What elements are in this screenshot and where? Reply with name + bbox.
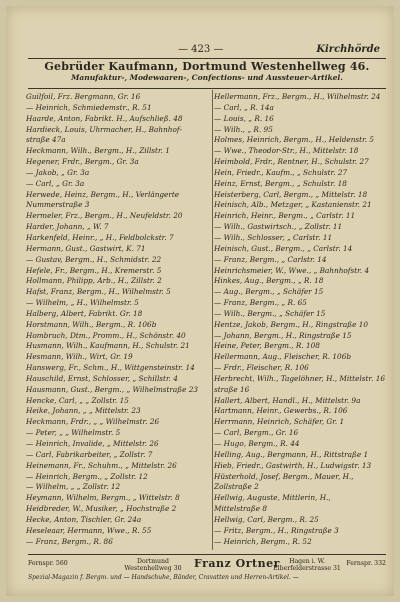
right-column xyxy=(214,92,392,548)
directory-entry: Herrmann, Heinrich, Schäfer, Gr. 1 xyxy=(214,417,345,427)
directory-entry: Hafst, Franz, Bergm., H., Wilhelmstr. 5 xyxy=(26,287,171,297)
directory-entry: — Louis, „ R. 16 xyxy=(214,113,274,123)
directory-entry: Hegener, Frdr., Bergm., Gr. 3a xyxy=(26,157,139,167)
directory-entry: Harkenfeld, Heinr., „ H., Feldbolckstr. 7 xyxy=(26,232,174,242)
directory-entry: Herbrecht, Wilh., Tagelöhner, H., Mittelstr. 16 xyxy=(214,373,386,383)
directory-entry: Mittelstraße 8 xyxy=(214,504,267,514)
directory-entry: — Jakob, „ Gr. 3a xyxy=(26,167,90,177)
directory-entry: Hardieck, Louis, Uhrmacher, H., Bahnhof- xyxy=(26,124,182,134)
directory-entry: straße 47a xyxy=(26,135,66,145)
directory-entry: Heseleaar, Hermann, Wwe., R. 55 xyxy=(26,525,152,535)
directory-entry: — Johann, Bergm., H., Ringstraße 15 xyxy=(214,330,352,340)
directory-entry: Hecke, Anton, Tischler, Gr. 24a xyxy=(26,514,142,524)
footer-phone-right: Fernspr. 332 xyxy=(346,560,386,567)
directory-entry: Hanswerg, Fr., Schm., H., Wittgensteinstr. 14 xyxy=(26,363,195,373)
directory-entry: Herwede, Heinz, Bergm., H., Verlängerte xyxy=(26,189,180,199)
directory-entry: Guilfoil, Frz. Bergmann, Gr. 16 xyxy=(26,92,141,101)
footer-rule xyxy=(28,554,386,555)
place-heading: Kirchhörde xyxy=(316,44,380,55)
top-advertisement xyxy=(28,60,386,82)
directory-entry: — Heinrich, Bergm., „ Zollstr. 12 xyxy=(26,471,148,481)
directory-entry: Heinrichsmeier, W., Wwe., „ Bahnhofstr. 4 xyxy=(214,265,370,275)
directory-entry: Hellwig, Carl, Bergm., R. 25 xyxy=(214,514,319,524)
directory-entry: Hellermann, Aug., Fleischer, R. 106b xyxy=(214,352,352,362)
left-column xyxy=(26,92,212,548)
directory-entry: — Wilh., Schlosser, „ Carlstr. 11 xyxy=(214,232,333,242)
directory-entry: — Heinrich, Schmiedemstr., R. 51 xyxy=(26,102,152,112)
directory-entry: — Franz, Bergm., „ R. 65 xyxy=(214,298,307,308)
directory-entry: — Gustav, Bergm., H., Schmidstr. 22 xyxy=(26,254,162,264)
directory-entry: Hein, Friedr., Kaufm., „ Schulstr. 27 xyxy=(214,167,348,177)
directory-entry: Husmann, Wilh., Kaufmann, H., Schulstr. 21 xyxy=(26,341,190,351)
directory-entry: Heinz, Ernst, Bergm., „ Schulstr. 18 xyxy=(214,178,347,188)
directory-entry: Haarde, Anton, Fabrikt. H., Aufschließ. 48 xyxy=(26,113,183,123)
footer-phone-left: Fernspr. 560 xyxy=(28,560,68,567)
directory-entry: — Fritz, Bergm., H., Ringstraße 3 xyxy=(214,525,339,535)
directory-entry: Hausmann, Gust., Bergm., „ Wilhelmstraße 23 xyxy=(26,384,199,394)
ad-company-line: Gebrüder Kaufmann, Dortmund Westenhellweg 46. xyxy=(44,60,370,73)
footer-advertisement xyxy=(28,558,386,588)
directory-entry: Hesmann, Wilh., Wirt, Gr. 19 xyxy=(26,352,133,362)
ad-goods-line: Manufaktur-, Modewaaren-, Confections- und Aussteuer-Artikel. xyxy=(71,73,343,82)
directory-entry: Heckmann, Frdr., „ „ Wilhelmstr. 26 xyxy=(26,417,160,427)
directory-entry: straße 16 xyxy=(214,384,250,394)
directory-entry: Heisterberg, Carl, Bergm., „ Mittelstr. 18 xyxy=(214,189,368,199)
directory-entry: — Franz, Bergm., R. 86 xyxy=(26,536,113,546)
directory-entry: Horstmann, Wilh., Bergm., R. 106b xyxy=(26,319,157,329)
directory-entry: Hollmann, Philipp, Arb., H., Zillstr. 2 xyxy=(26,276,162,286)
directory-entry: — Carl, Bergm., Gr. 16 xyxy=(214,428,299,438)
directory-entry: — Wilhelm, „ „ Zollstr. 12 xyxy=(26,482,121,492)
directory-entry: Nummerstraße 3 xyxy=(26,200,90,210)
directory-entry: Hallert, Albert, Handl., H., Mittelstr. 9a xyxy=(214,395,361,405)
directory-entry: Heinemann, Fr., Schuhm., „ Mittelstr. 26 xyxy=(26,460,177,470)
directory-entry: Helling, Aug., Bergmann, H., Rittstraße 1 xyxy=(214,449,369,459)
page-number: — 423 — xyxy=(178,44,224,55)
directory-entry: Hermann, Gust., Gastwirt, K. 71 xyxy=(26,243,146,253)
directory-entry: — Wilh., „ R. 95 xyxy=(214,124,273,134)
directory-entry: — Hugo, Bergm., R. 44 xyxy=(214,439,300,448)
top-rule xyxy=(28,58,386,59)
directory-entry: Heine, Peter, Bergm., R. 108 xyxy=(214,341,320,351)
directory-entry: — Wilhelm, „ H., Wilhelmstr. 5 xyxy=(26,298,139,308)
directory-entry: — Peter, „ „ Wilhelmstr. 5 xyxy=(26,428,121,438)
directory-entry: Heinisch, Alb., Metzger, „ Kastanienstr. 21 xyxy=(214,200,372,210)
directory-entry: Heinrich, Heinr., Bergm., „ Carlstr. 11 xyxy=(214,211,356,221)
directory-entry: Heckmann, Wilh., Bergm., H., Zillstr. 1 xyxy=(26,146,170,156)
directory-entry: Heinisch, Gust., Bergm., „ Carlstr. 14 xyxy=(214,243,353,253)
directory-entry: Hellermann, Frz., Bergm., H., Wilhelmstr. 24 xyxy=(214,92,381,101)
directory-entry: Holmes, Heinrich, Bergm., H., Heldenstr. 5 xyxy=(214,135,375,145)
directory-entry: — Wilh., Gastwirtsch., „ Zollstr. 11 xyxy=(214,222,343,232)
directory-entry: Hencke, Carl, „ „ Zollstr. 15 xyxy=(26,395,129,405)
footer-address-left: Dortmund Westenhellweg 30 xyxy=(124,558,182,572)
footer-brand: Franz Ortner xyxy=(194,557,280,570)
directory-entry: Hefele, Fr., Bergm., H., Kremerstr. 5 xyxy=(26,265,162,275)
directory-entry: Hellwig, Auguste, Mittlerin, H., xyxy=(214,493,331,503)
directory-entry: Hieb, Friedr., Gastwirth, H., Ludwigstr. 13 xyxy=(214,460,372,470)
directory-entry xyxy=(214,547,392,548)
directory-entry: Halberg, Albert, Fabrikt. Gr. 18 xyxy=(26,308,143,318)
directory-entry: Harder, Johann, „ W. 7 xyxy=(26,222,109,232)
directory-page xyxy=(6,6,394,596)
directory-entry: Heidbreder, W., Musiker, „ Hochstraße 2 xyxy=(26,504,177,514)
directory-entry: — Heinrich, Bergm., R. 52 xyxy=(214,536,312,546)
directory-entry: Hermeler, Frz., Bergm., H., Neufeldstr. 20 xyxy=(26,211,183,221)
directory-entry: Heymann, Wilhelm, Bergm., „ Wittelstr. 8 xyxy=(26,493,180,503)
directory-entry: Hombruch, Dtm., Promm., H., Schönstr. 40 xyxy=(26,330,186,340)
column-divider xyxy=(212,90,213,550)
directory-entry: — Carl, „ Gr. 3a xyxy=(26,178,85,188)
directory-entry: Hentze, Jakob, Bergm., H., Ringstraße 10 xyxy=(214,319,369,329)
directory-entry: Hinkes, Aug., Bergm., „ R. 18 xyxy=(214,276,324,286)
directory-entry: — Carl, „ R. 14a xyxy=(214,102,274,112)
directory-entry: Hartmann, Heinr., Gewerbs., R. 106 xyxy=(214,406,348,416)
directory-entry: Hauschild, Ernst, Schlosser, „ Schillstr. 4 xyxy=(26,373,178,383)
footer-address-right: Hagen i. W. Elberfelderstrasse 31 xyxy=(273,558,341,572)
footer-tagline: Spezial-Magazin f. Bergm. und — Handschuhe, Bänder, Cravatten und Herren-Artikel. — xyxy=(28,574,299,581)
directory-entry: — Heinrich, Invalide, „ Mittelstr. 26 xyxy=(26,439,159,448)
directory-entry: — Frdr., Fleischer, R. 106 xyxy=(214,363,309,373)
directory-entry: Zollstraße 2 xyxy=(214,482,259,492)
directory-entry: — Carl, Fabrikarbeiter, „ Zollstr. 7 xyxy=(26,449,153,459)
directory-entry xyxy=(26,547,212,548)
directory-entry: Hüsterhold, Josef, Bergm., Mauer, H., xyxy=(214,471,354,481)
directory-entry: — Wwe., Theodor-Str., H., Mittelstr. 18 xyxy=(214,146,359,156)
page-header xyxy=(28,44,384,56)
ad-bottom-rule xyxy=(28,88,386,89)
directory-entry: — Franz, Bergm., „ Carlstr. 14 xyxy=(214,254,327,264)
directory-entry: — Wilh., Bergm., „ Schäfer 15 xyxy=(214,308,326,318)
directory-entry: Heimbold, Frdr., Rentner, H., Schulstr. 27 xyxy=(214,157,369,167)
directory-entry: Heike, Johann, „ „ Mittelstr. 23 xyxy=(26,406,141,416)
directory-entry: — Aug., Bergm., „ Schäfer 15 xyxy=(214,287,324,297)
